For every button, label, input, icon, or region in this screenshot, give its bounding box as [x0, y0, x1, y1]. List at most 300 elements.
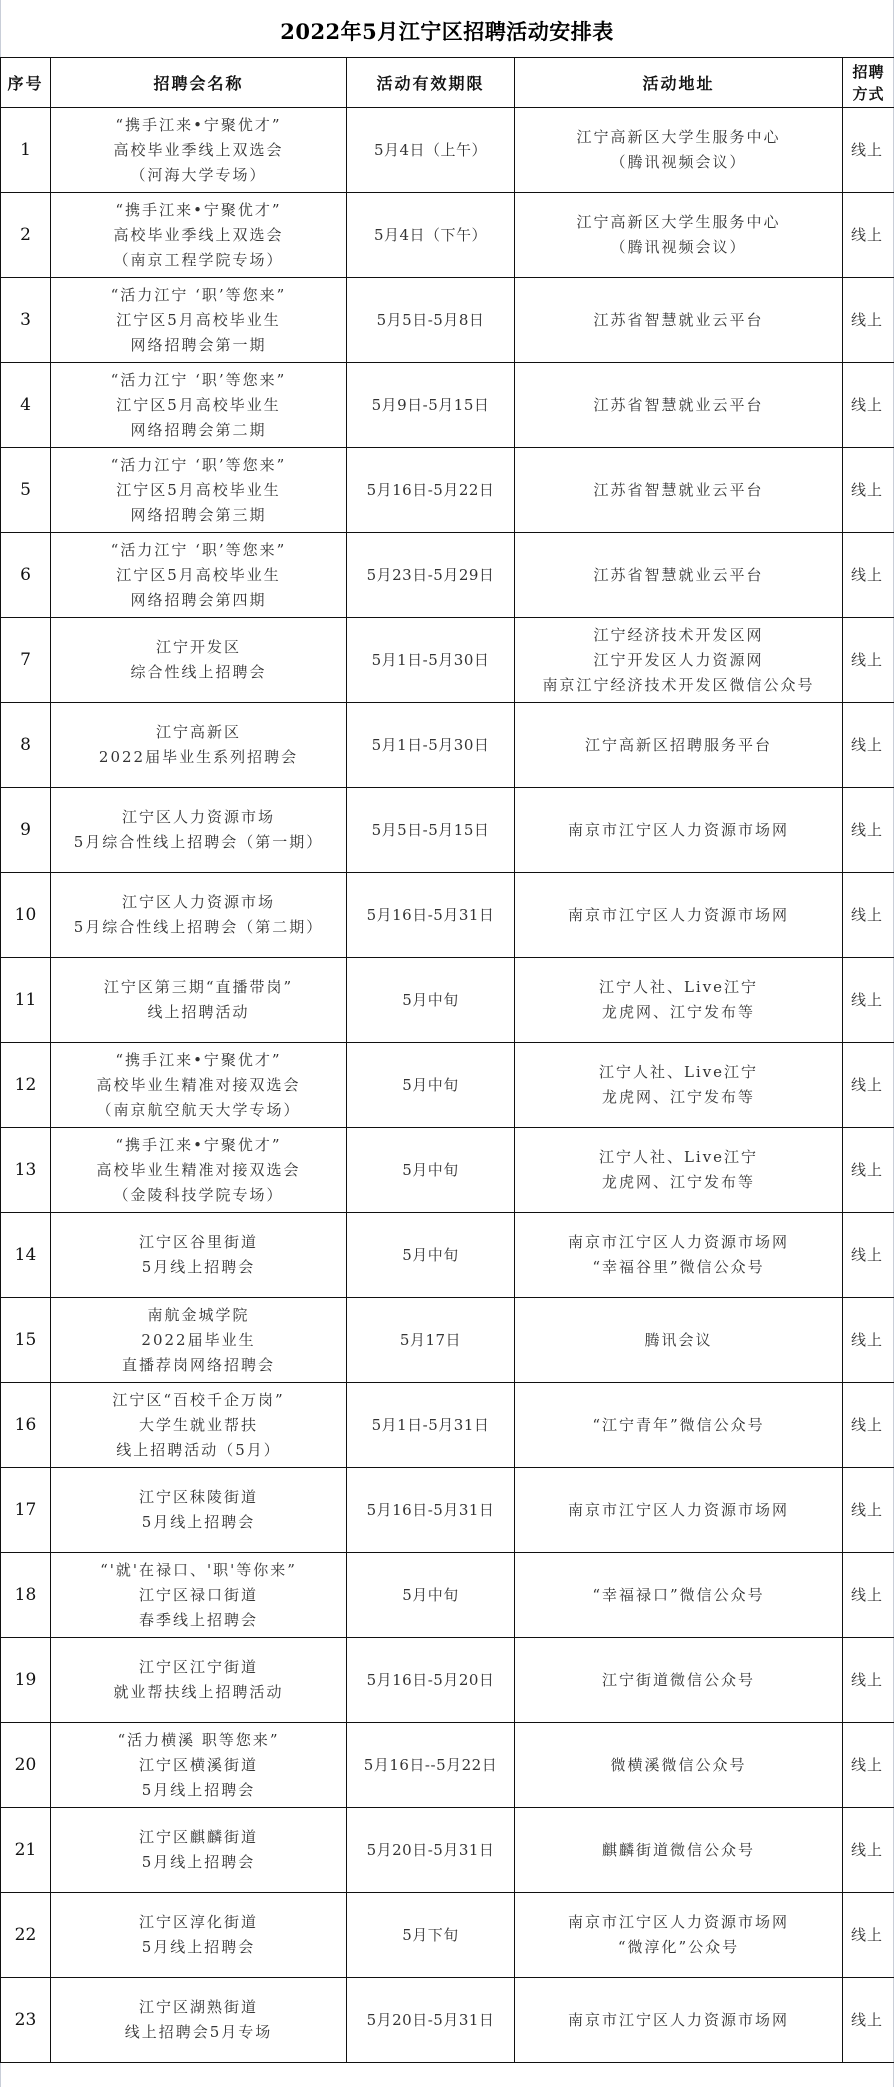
name-line: 5月线上招聘会 — [141, 1513, 256, 1531]
table-row — [1, 363, 894, 448]
period-text: 5月16日--5月22日 — [363, 1755, 498, 1774]
name-line: “活力江宁 ‘职’等您来” — [110, 370, 287, 389]
method-text: 线上 — [851, 310, 884, 329]
method-text: 线上 — [851, 1500, 884, 1519]
seq-text: 6 — [20, 564, 31, 585]
seq-text: 15 — [14, 1329, 37, 1350]
name-line: 江宁区麒麟街道 — [138, 1828, 258, 1846]
name-line: 江宁区5月高校毕业生 — [116, 310, 281, 329]
cell-method — [843, 1043, 894, 1128]
name-line: 5月线上招聘会 — [141, 1780, 256, 1799]
method-text: 线上 — [851, 650, 884, 669]
method-text: 线上 — [851, 225, 884, 244]
cell-method — [843, 278, 894, 363]
cell-seq — [1, 1298, 51, 1383]
name-line: 大学生就业帮扶 — [138, 1415, 258, 1434]
table-row — [1, 448, 894, 533]
method-text: 线上 — [851, 1755, 884, 1774]
name-line: 江宁区秣陵街道 — [138, 1488, 258, 1506]
name-line: （南京工程学院专场） — [113, 250, 284, 269]
table-row — [1, 1043, 894, 1128]
cell-method — [843, 873, 894, 958]
column-header-seq: 序号 — [1, 58, 51, 108]
cell-fair-name — [51, 1808, 347, 1893]
seq-text: 20 — [14, 1754, 37, 1775]
cell-method — [843, 1298, 894, 1383]
cell-period — [347, 618, 515, 703]
cell-period — [347, 1043, 515, 1128]
method-text: 线上 — [851, 1840, 884, 1859]
name-line: 5月线上招聘会 — [141, 1853, 256, 1871]
name-line: （金陵科技学院专场） — [113, 1185, 284, 1204]
cell-address — [515, 1808, 843, 1893]
table-row — [1, 703, 894, 788]
seq-text: 23 — [14, 2009, 37, 2030]
cell-seq — [1, 1723, 51, 1808]
cell-period — [347, 1128, 515, 1213]
cell-method — [843, 703, 894, 788]
table-row — [1, 1468, 894, 1553]
name-line: 江宁区5月高校毕业生 — [116, 480, 281, 499]
cell-seq — [1, 1383, 51, 1468]
cell-address — [515, 1468, 843, 1553]
cell-address — [515, 873, 843, 958]
cell-address — [515, 1213, 843, 1298]
name-line: “活力江宁 ‘职’等您来” — [110, 455, 287, 474]
seq-text: 17 — [14, 1499, 37, 1520]
name-line: 就业帮扶线上招聘活动 — [113, 1683, 284, 1701]
seq-text: 18 — [14, 1584, 37, 1605]
name-line: 线上招聘会5月专场 — [124, 2023, 273, 2041]
cell-address — [515, 1893, 843, 1978]
cell-period — [347, 363, 515, 448]
cell-period — [347, 958, 515, 1043]
method-text: 线上 — [851, 1925, 884, 1944]
method-text: 线上 — [851, 820, 884, 839]
cell-fair-name — [51, 873, 347, 958]
cell-method — [843, 788, 894, 873]
cell-period — [347, 1893, 515, 1978]
cell-seq — [1, 193, 51, 278]
table-row — [1, 873, 894, 958]
cell-fair-name — [51, 1128, 347, 1213]
name-line: 江宁区第三期“直播带岗” — [103, 978, 294, 996]
cell-seq — [1, 1128, 51, 1213]
cell-period — [347, 193, 515, 278]
cell-period — [347, 1638, 515, 1723]
seq-text: 7 — [20, 649, 31, 670]
cell-fair-name — [51, 1553, 347, 1638]
method-text: 线上 — [851, 140, 884, 159]
address-line: “江宁青年”微信公众号 — [592, 1415, 765, 1434]
cell-address — [515, 1043, 843, 1128]
column-header-method — [843, 58, 894, 108]
name-line: 2022届毕业生 — [141, 1330, 256, 1349]
table-row — [1, 618, 894, 703]
method-text: 线上 — [851, 1330, 884, 1349]
period-text: 5月4日（上午） — [373, 140, 488, 159]
address-line: 南京市江宁区人力资源市场网 — [567, 905, 789, 924]
cell-method — [843, 1723, 894, 1808]
cell-address — [515, 363, 843, 448]
method-text: 线上 — [851, 2010, 884, 2029]
table-row — [1, 533, 894, 618]
cell-seq — [1, 278, 51, 363]
period-text: 5月1日-5月31日 — [371, 1415, 490, 1434]
cell-period — [347, 1468, 515, 1553]
cell-seq — [1, 1468, 51, 1553]
name-line: 5月综合性线上招聘会（第二期） — [73, 918, 324, 936]
table-row — [1, 1128, 894, 1213]
column-header-method-line1: 招聘 — [852, 62, 885, 81]
cell-seq — [1, 1893, 51, 1978]
name-line: 高校毕业季线上双选会 — [113, 225, 284, 244]
method-text: 线上 — [851, 990, 884, 1009]
address-line: 南京市江宁区人力资源市场网 — [567, 1500, 789, 1519]
cell-seq — [1, 448, 51, 533]
cell-method — [843, 618, 894, 703]
address-line: 南京市江宁区人力资源市场网 — [567, 820, 789, 839]
cell-method — [843, 193, 894, 278]
table-row — [1, 1723, 894, 1808]
cell-period — [347, 278, 515, 363]
column-header-period: 活动有效期限 — [347, 58, 515, 108]
cell-address — [515, 1128, 843, 1213]
cell-period — [347, 1978, 515, 2063]
cell-seq — [1, 873, 51, 958]
method-text: 线上 — [851, 1245, 884, 1264]
cell-method — [843, 108, 894, 193]
cell-period — [347, 1553, 515, 1638]
cell-seq — [1, 533, 51, 618]
cell-seq — [1, 1978, 51, 2063]
cell-fair-name — [51, 278, 347, 363]
period-text: 5月中旬 — [402, 1585, 459, 1604]
period-text: 5月16日-5月31日 — [366, 905, 495, 924]
column-header-method-line2: 方式 — [852, 84, 885, 103]
cell-fair-name — [51, 1978, 347, 2063]
cell-method — [843, 1638, 894, 1723]
seq-text: 5 — [20, 479, 31, 500]
period-text: 5月中旬 — [402, 1075, 459, 1094]
cell-address — [515, 448, 843, 533]
method-text: 线上 — [851, 480, 884, 499]
address-line: 江宁高新区大学生服务中心 — [576, 128, 781, 146]
address-line: 江宁人社、Live江宁 — [598, 978, 759, 996]
period-text: 5月中旬 — [402, 1160, 459, 1179]
cell-address — [515, 1553, 843, 1638]
cell-method — [843, 1978, 894, 2063]
address-line: 江苏省智慧就业云平台 — [593, 310, 764, 329]
name-line: 江宁区5月高校毕业生 — [116, 565, 281, 584]
schedule-table — [0, 57, 894, 2063]
address-line: 江宁高新区招聘服务平台 — [584, 735, 772, 754]
cell-seq — [1, 108, 51, 193]
name-line: “'就'在禄口、'职'等你来” — [100, 1560, 297, 1579]
period-text: 5月17日 — [399, 1330, 462, 1349]
name-line: 江宁开发区 — [155, 638, 241, 656]
cell-method — [843, 1553, 894, 1638]
name-line: 江宁区淳化街道 — [138, 1913, 258, 1931]
address-line: 龙虎网、江宁发布等 — [601, 1088, 755, 1106]
period-text: 5月4日（下午） — [373, 225, 488, 244]
table-row — [1, 788, 894, 873]
name-line: 网络招聘会第一期 — [130, 335, 267, 354]
period-text: 5月20日-5月31日 — [366, 2010, 495, 2029]
cell-method — [843, 533, 894, 618]
table-row — [1, 1213, 894, 1298]
seq-text: 8 — [20, 734, 31, 755]
period-text: 5月1日-5月30日 — [371, 650, 490, 669]
cell-method — [843, 1128, 894, 1213]
table-row — [1, 193, 894, 278]
method-text: 线上 — [851, 1585, 884, 1604]
column-header-address: 活动地址 — [515, 58, 843, 108]
cell-address — [515, 788, 843, 873]
address-line: “微淳化”公众号 — [617, 1938, 740, 1956]
seq-text: 4 — [20, 394, 31, 415]
period-text: 5月5日-5月8日 — [376, 310, 485, 329]
address-line: 江宁人社、Live江宁 — [598, 1148, 759, 1166]
address-line: 江苏省智慧就业云平台 — [593, 395, 764, 414]
name-line: 网络招聘会第二期 — [130, 420, 267, 439]
cell-method — [843, 1383, 894, 1468]
cell-period — [347, 533, 515, 618]
table-row — [1, 958, 894, 1043]
period-text: 5月5日-5月15日 — [371, 820, 490, 839]
table-row — [1, 278, 894, 363]
name-line: 江宁区“百校千企万岗” — [112, 1390, 285, 1409]
cell-method — [843, 1808, 894, 1893]
address-line: 南京市江宁区人力资源市场网 — [567, 1913, 789, 1931]
cell-period — [347, 108, 515, 193]
name-line: 2022届毕业生系列招聘会 — [98, 748, 299, 766]
name-line: 南航金城学院 — [147, 1305, 250, 1324]
address-line: 江宁人社、Live江宁 — [598, 1063, 759, 1081]
cell-period — [347, 448, 515, 533]
cell-period — [347, 703, 515, 788]
cell-address — [515, 533, 843, 618]
cell-address — [515, 703, 843, 788]
method-text: 线上 — [851, 905, 884, 924]
name-line: 江宁区湖熟街道 — [138, 1998, 258, 2016]
address-line: “幸福谷里”微信公众号 — [592, 1258, 765, 1276]
name-line: 5月线上招聘会 — [141, 1258, 256, 1276]
cell-fair-name — [51, 788, 347, 873]
cell-address — [515, 1638, 843, 1723]
cell-fair-name — [51, 958, 347, 1043]
cell-seq — [1, 1043, 51, 1128]
cell-period — [347, 1383, 515, 1468]
cell-method — [843, 958, 894, 1043]
period-text: 5月中旬 — [402, 1245, 459, 1264]
name-line: 5月综合性线上招聘会（第一期） — [73, 833, 324, 851]
name-line: 线上招聘活动（5月） — [116, 1440, 281, 1459]
cell-address — [515, 958, 843, 1043]
seq-text: 3 — [20, 309, 31, 330]
name-line: 江宁区人力资源市场 — [121, 893, 275, 911]
address-line: 南京市江宁区人力资源市场网 — [567, 1233, 789, 1251]
table-row — [1, 1638, 894, 1723]
address-line: 江宁高新区大学生服务中心 — [576, 213, 781, 231]
cell-seq — [1, 788, 51, 873]
cell-fair-name — [51, 1043, 347, 1128]
address-line: （腾讯视频会议） — [610, 238, 747, 256]
cell-seq — [1, 958, 51, 1043]
method-text: 线上 — [851, 1075, 884, 1094]
name-line: “活力江宁 ‘职’等您来” — [110, 540, 287, 559]
cell-method — [843, 1213, 894, 1298]
period-text: 5月9日-5月15日 — [371, 395, 490, 414]
name-line: 江宁区横溪街道 — [138, 1755, 258, 1774]
table-row — [1, 108, 894, 193]
period-text: 5月23日-5月29日 — [366, 565, 495, 584]
cell-address — [515, 1383, 843, 1468]
seq-text: 2 — [20, 224, 31, 245]
cell-fair-name — [51, 1468, 347, 1553]
seq-text: 12 — [14, 1074, 37, 1095]
name-line: 直播荐岗网络招聘会 — [121, 1355, 275, 1374]
period-text: 5月16日-5月22日 — [366, 480, 495, 499]
cell-fair-name — [51, 533, 347, 618]
name-line: 春季线上招聘会 — [138, 1610, 258, 1629]
seq-text: 11 — [14, 989, 37, 1010]
cell-fair-name — [51, 193, 347, 278]
table-body — [1, 108, 894, 2063]
seq-text: 19 — [14, 1669, 37, 1690]
name-line: “携手江来•宁聚优才” — [115, 1050, 282, 1069]
period-text: 5月20日-5月31日 — [366, 1840, 495, 1859]
period-text: 5月16日-5月20日 — [366, 1670, 495, 1689]
address-line: 江宁经济技术开发区网 — [593, 625, 764, 644]
address-line: 南京市江宁区人力资源市场网 — [567, 2010, 789, 2029]
table-row — [1, 1808, 894, 1893]
method-text: 线上 — [851, 1670, 884, 1689]
cell-address — [515, 193, 843, 278]
cell-address — [515, 278, 843, 363]
name-line: 5月线上招聘会 — [141, 1938, 256, 1956]
name-line: 江宁区5月高校毕业生 — [116, 395, 281, 414]
name-line: （南京航空航天大学专场） — [96, 1100, 301, 1119]
address-line: 腾讯会议 — [644, 1330, 713, 1349]
table-row — [1, 1893, 894, 1978]
cell-fair-name — [51, 1213, 347, 1298]
table-row — [1, 1298, 894, 1383]
period-text: 5月16日-5月31日 — [366, 1500, 495, 1519]
period-text: 5月1日-5月30日 — [371, 735, 490, 754]
address-line: 麒麟街道微信公众号 — [601, 1840, 755, 1859]
cell-address — [515, 618, 843, 703]
method-text: 线上 — [851, 1415, 884, 1434]
cell-fair-name — [51, 1298, 347, 1383]
seq-text: 14 — [14, 1244, 37, 1265]
address-line: 江苏省智慧就业云平台 — [593, 480, 764, 499]
cell-fair-name — [51, 1723, 347, 1808]
cell-seq — [1, 618, 51, 703]
name-line: 网络招聘会第四期 — [130, 590, 267, 609]
document-title: 2022年5月江宁区招聘活动安排表 — [280, 18, 614, 44]
cell-address — [515, 1978, 843, 2063]
name-line: 江宁区江宁街道 — [138, 1658, 258, 1676]
method-text: 线上 — [851, 735, 884, 754]
cell-fair-name — [51, 1383, 347, 1468]
name-line: 江宁区谷里街道 — [138, 1233, 258, 1251]
cell-fair-name — [51, 703, 347, 788]
name-line: “携手江来•宁聚优才” — [115, 115, 282, 134]
name-line: 综合性线上招聘会 — [130, 663, 267, 681]
name-line: “携手江来•宁聚优才” — [115, 200, 282, 219]
method-text: 线上 — [851, 565, 884, 584]
column-header-name: 招聘会名称 — [51, 58, 347, 108]
name-line: “活力江宁 ‘职’等您来” — [110, 285, 287, 304]
name-line: 高校毕业季线上双选会 — [113, 140, 284, 159]
seq-text: 16 — [14, 1414, 37, 1435]
name-line: 高校毕业生精准对接双选会 — [96, 1160, 301, 1179]
seq-text: 1 — [20, 139, 31, 160]
cell-seq — [1, 1213, 51, 1298]
cell-method — [843, 363, 894, 448]
table-row — [1, 1978, 894, 2063]
cell-period — [347, 1808, 515, 1893]
address-line: 龙虎网、江宁发布等 — [601, 1173, 755, 1191]
cell-address — [515, 1723, 843, 1808]
name-line: 线上招聘活动 — [147, 1003, 250, 1021]
cell-seq — [1, 1553, 51, 1638]
cell-period — [347, 1213, 515, 1298]
name-line: “活力横溪 职等您来” — [117, 1730, 280, 1749]
cell-period — [347, 788, 515, 873]
cell-fair-name — [51, 1638, 347, 1723]
name-line: “携手江来•宁聚优才” — [115, 1135, 282, 1154]
method-text: 线上 — [851, 1160, 884, 1179]
cell-fair-name — [51, 108, 347, 193]
cell-method — [843, 1468, 894, 1553]
address-line: 微横溪微信公众号 — [610, 1755, 747, 1774]
seq-text: 10 — [14, 904, 37, 925]
address-line: “幸福禄口”微信公众号 — [592, 1585, 765, 1604]
table-row — [1, 1383, 894, 1468]
name-line: 江宁区人力资源市场 — [121, 808, 275, 826]
name-line: 网络招聘会第三期 — [130, 505, 267, 524]
seq-text: 21 — [14, 1839, 37, 1860]
seq-text: 22 — [14, 1924, 37, 1945]
table-row — [1, 1553, 894, 1638]
seq-text: 13 — [14, 1159, 37, 1180]
cell-seq — [1, 1808, 51, 1893]
method-text: 线上 — [851, 395, 884, 414]
cell-fair-name — [51, 363, 347, 448]
cell-period — [347, 1298, 515, 1383]
cell-seq — [1, 363, 51, 448]
seq-text: 9 — [20, 819, 31, 840]
cell-period — [347, 873, 515, 958]
cell-fair-name — [51, 618, 347, 703]
cell-address — [515, 108, 843, 193]
address-line: 江宁开发区人力资源网 — [593, 650, 764, 669]
cell-fair-name — [51, 448, 347, 533]
name-line: （河海大学专场） — [130, 165, 267, 184]
cell-address — [515, 1298, 843, 1383]
address-line: 龙虎网、江宁发布等 — [601, 1003, 755, 1021]
table-header-row — [1, 58, 894, 108]
cell-fair-name — [51, 1893, 347, 1978]
name-line: 高校毕业生精准对接双选会 — [96, 1075, 301, 1094]
period-text: 5月中旬 — [402, 990, 459, 1009]
cell-period — [347, 1723, 515, 1808]
address-line: 南京江宁经济技术开发区微信公众号 — [542, 675, 815, 694]
address-line: 江宁街道微信公众号 — [601, 1670, 755, 1689]
name-line: 江宁区禄口街道 — [138, 1585, 258, 1604]
